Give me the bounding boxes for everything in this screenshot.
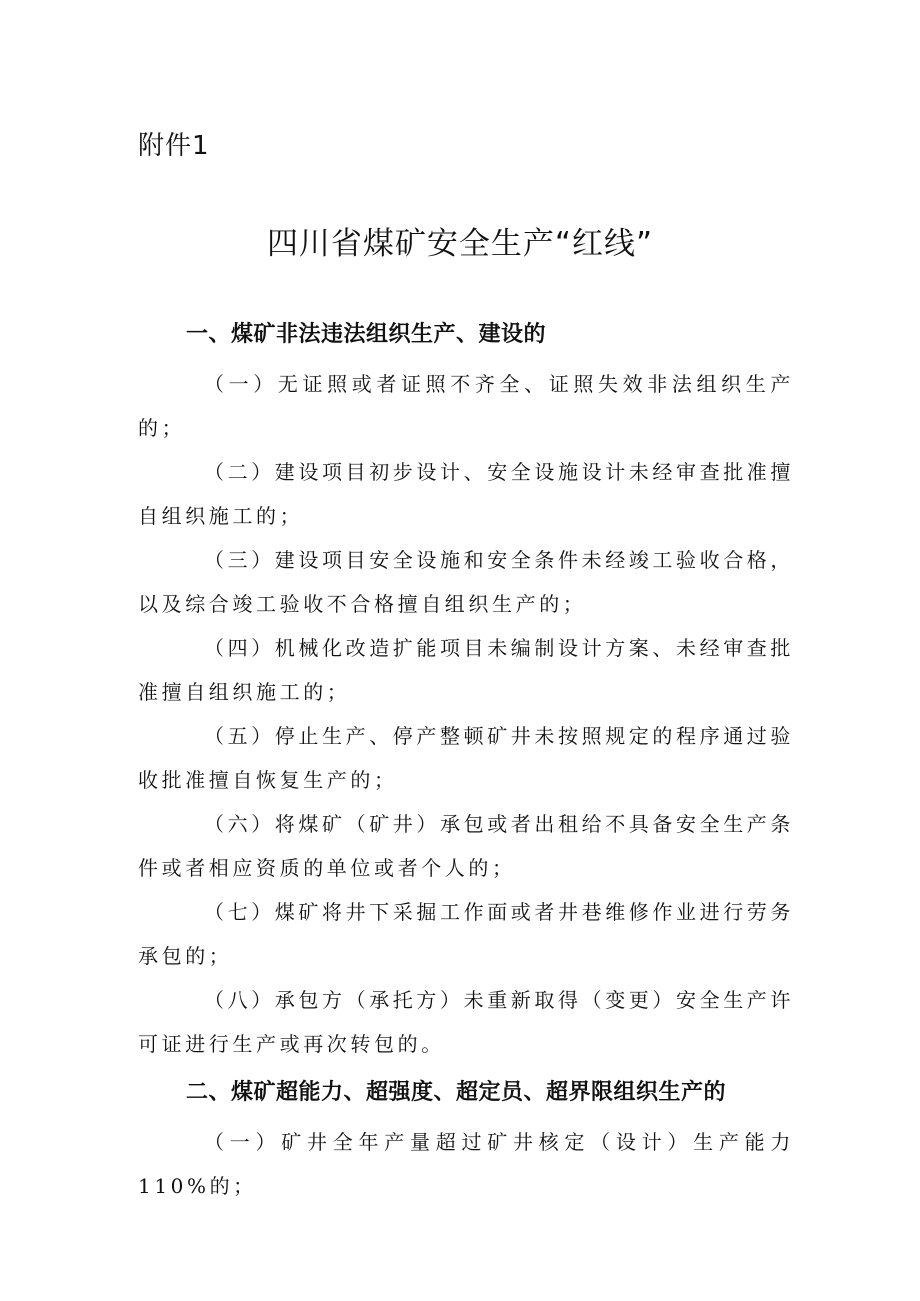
list-item: （七）煤矿将井下采掘工作面或者井巷维修作业进行劳务承包的；	[138, 900, 794, 968]
attachment-label: 附件1	[138, 131, 210, 161]
list-item: （四）机械化改造扩能项目未编制设计方案、未经审查批准擅自组织施工的；	[138, 636, 794, 704]
document-title: 四川省煤矿安全生产“红线”	[266, 226, 654, 262]
list-item: （一）无证照或者证照不齐全、证照失效非法组织生产的；	[138, 372, 794, 440]
list-item: （五）停止生产、停产整顿矿井未按照规定的程序通过验收批准擅自恢复生产的；	[138, 724, 794, 792]
list-item: （六）将煤矿（矿井）承包或者出租给不具备安全生产条件或者相应资质的单位或者个人的；	[138, 812, 794, 880]
list-item: （二）建设项目初步设计、安全设施设计未经审查批准擅自组织施工的；	[138, 460, 794, 528]
list-item: （八）承包方（承托方）未重新取得（变更）安全生产许可证进行生产或再次转包的。	[138, 988, 794, 1056]
list-item: （三）建设项目安全设施和安全条件未经竣工验收合格，以及综合竣工验收不合格擅自组织生产的；	[138, 548, 794, 616]
section-heading: 二、煤矿超能力、超强度、超定员、超界限组织生产的	[186, 1080, 727, 1105]
section-heading: 一、煤矿非法违法组织生产、建设的	[186, 322, 547, 347]
document-body	[138, 316, 794, 1208]
list-item: （一）矿井全年产量超过矿井核定（设计）生产能力110%的；	[138, 1130, 794, 1198]
